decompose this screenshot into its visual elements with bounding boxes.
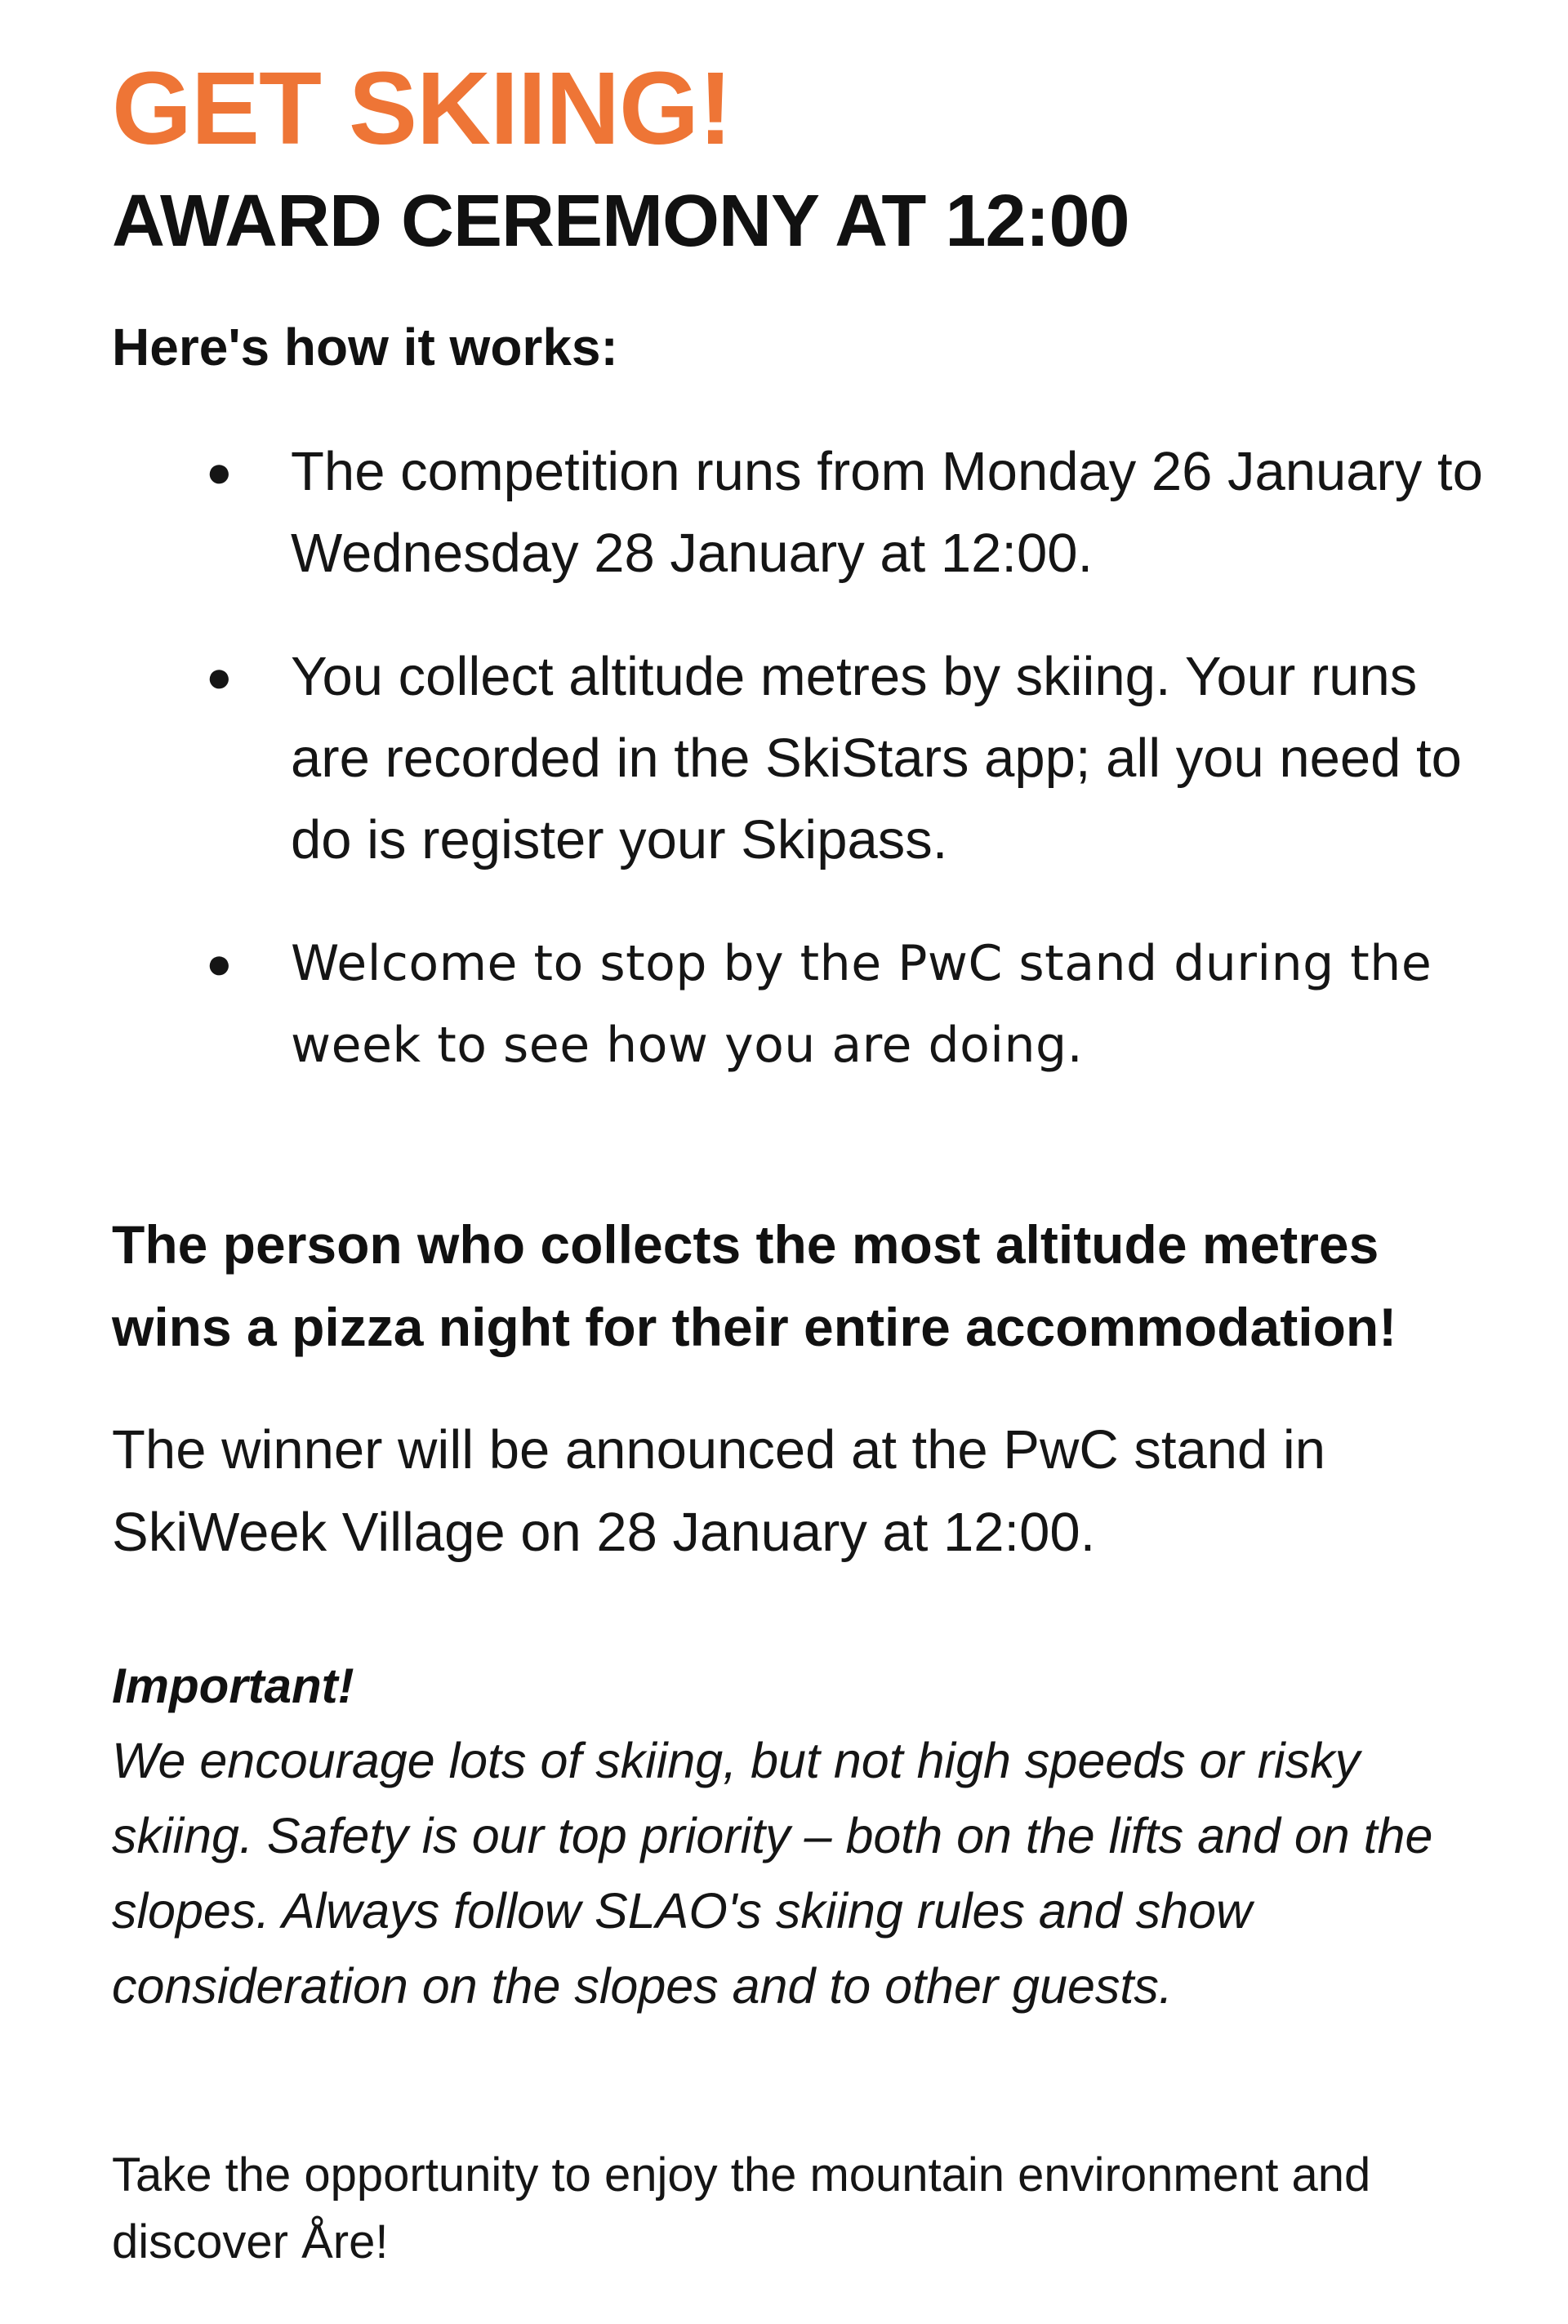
rule-text: You collect altitude metres by skiing. Your runs are recorded in the SkiStars app; all you need to do is register your Skipass. xyxy=(291,646,1462,870)
prize-statement: The person who collects the most altitude metres wins a pizza night for their entire accommodation! xyxy=(112,1214,1397,1357)
bullet-icon: ● xyxy=(206,447,233,496)
list-item xyxy=(112,636,1484,881)
list-item xyxy=(112,923,1484,1086)
closing-text: Take the opportunity to enjoy the mountain environment and discover Åre! xyxy=(112,2148,1371,2268)
safety-notice: We encourage lots of skiing, but not high speeds or risky skiing. Safety is our top priority – both on the lifts and on the slopes. Always follow SLAO's skiing rules and show consideration on the slopes and to other guests. xyxy=(112,1733,1433,2014)
bullet-icon: ● xyxy=(206,652,233,701)
bullet-icon: ● xyxy=(206,939,233,988)
rule-text: Welcome to stop by the PwC stand during the week to see how you are doing. xyxy=(291,935,1432,1074)
rules-list xyxy=(112,431,1484,1086)
page-subtitle: AWARD CEREMONY AT 12:00 xyxy=(112,180,1129,262)
list-item xyxy=(112,431,1484,594)
how-it-works-heading: Here's how it works: xyxy=(112,318,618,376)
rule-text: The competition runs from Monday 26 January to Wednesday 28 January at 12:00. xyxy=(291,441,1483,584)
page-title: GET SKIING! xyxy=(112,51,733,166)
winner-announcement: The winner will be announced at the PwC stand in SkiWeek Village on 28 January at 12:00. xyxy=(112,1419,1326,1563)
important-heading: Important! xyxy=(112,1658,354,1713)
